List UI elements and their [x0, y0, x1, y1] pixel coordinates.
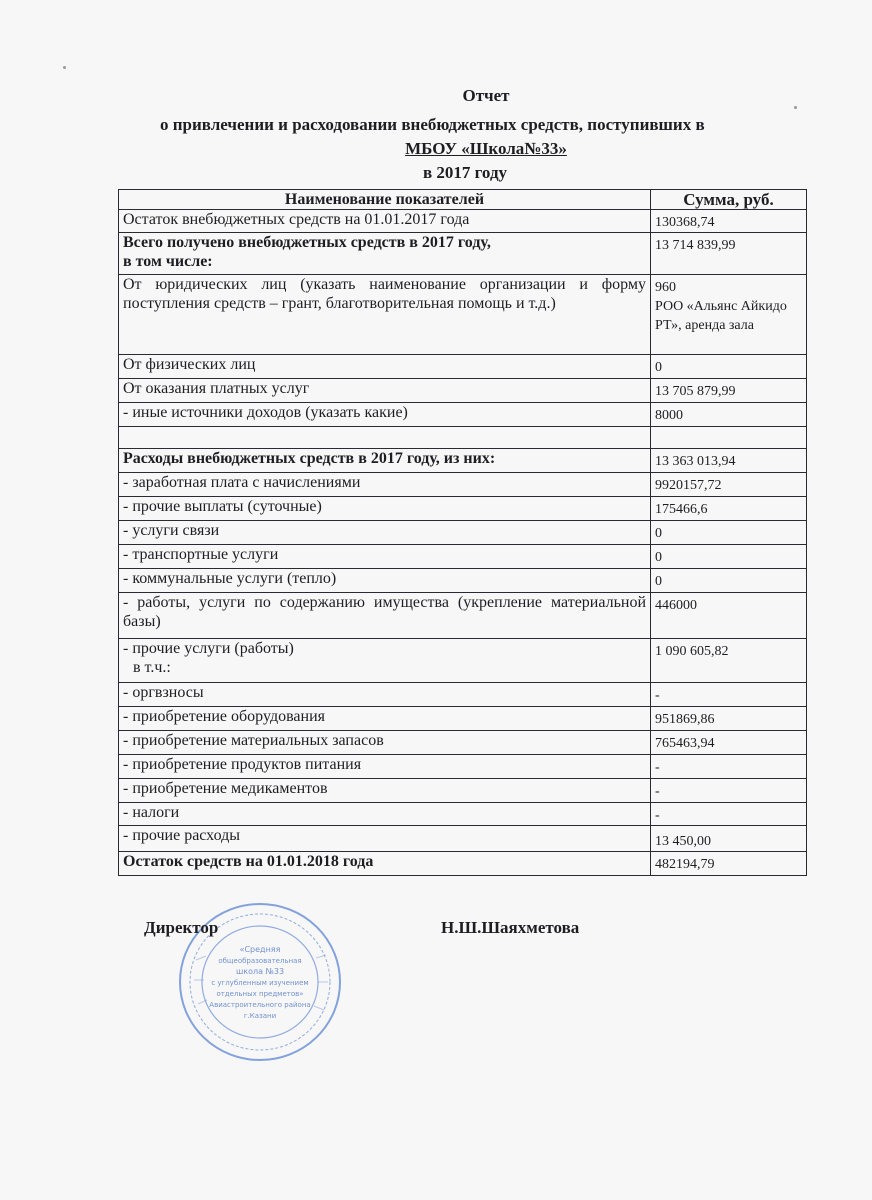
- table-row: [119, 779, 807, 803]
- row-value: 0: [651, 569, 807, 593]
- report-title: Отчет: [462, 86, 510, 105]
- row-label: - иные источники доходов (указать какие): [119, 403, 651, 427]
- row-value: 9920157,72: [651, 473, 807, 497]
- row-label: Расходы внебюджетных средств в 2017 году, из них:: [119, 449, 651, 473]
- seal-text-line: «Средняя: [239, 945, 281, 954]
- row-value: -: [651, 683, 807, 707]
- table-row: [119, 449, 807, 473]
- row-label: - транспортные услуги: [119, 545, 651, 569]
- row-label: От физических лиц: [119, 355, 651, 379]
- seal-text-line: общеобразовательная: [218, 957, 302, 965]
- row-value: 482194,79: [651, 852, 807, 876]
- row-label: - прочие расходы: [119, 826, 651, 852]
- row-value: 765463,94: [651, 731, 807, 755]
- table-row: [119, 593, 807, 639]
- table-row: [119, 473, 807, 497]
- row-value: 0: [651, 355, 807, 379]
- row-value: -: [651, 779, 807, 803]
- seal-text-line: отдельных предметов»: [216, 990, 304, 998]
- table-row: [119, 707, 807, 731]
- signatory-role: Директор: [144, 918, 219, 937]
- signatory-name: Н.Ш.Шаяхметова: [441, 918, 580, 937]
- table-row: [119, 233, 807, 275]
- table-row: [119, 521, 807, 545]
- row-value: 175466,6: [651, 497, 807, 521]
- column-header-name: Наименование показателей: [119, 190, 651, 210]
- seal-text-line: Авиастроительного района: [209, 1001, 311, 1009]
- row-label: - коммунальные услуги (тепло): [119, 569, 651, 593]
- table-row: [119, 803, 807, 826]
- report-subtitle: о привлечении и расходовании внебюджетных средств, поступивших в: [160, 115, 705, 134]
- row-value: 0: [651, 521, 807, 545]
- seal-text-line: школа №33: [235, 967, 285, 976]
- table-row: [119, 210, 807, 233]
- table-row: [119, 403, 807, 427]
- row-value: 1 090 605,82: [651, 639, 807, 683]
- table-row-empty: [119, 427, 807, 449]
- row-label: - приобретение оборудования: [119, 707, 651, 731]
- row-label: - приобретение продуктов питания: [119, 755, 651, 779]
- table-row: [119, 731, 807, 755]
- row-value: 13 363 013,94: [651, 449, 807, 473]
- row-label: - налоги: [119, 803, 651, 826]
- table-row: [119, 639, 807, 683]
- row-value: 446000: [651, 593, 807, 639]
- table-row: [119, 379, 807, 403]
- row-label: Остаток внебюджетных средств на 01.01.2017 года: [119, 210, 651, 233]
- column-header-sum: Сумма, руб.: [651, 190, 807, 210]
- row-label: - прочие услуги (работы) в т.ч.:: [119, 639, 651, 683]
- table-row: [119, 355, 807, 379]
- table-row: [119, 826, 807, 852]
- row-label: Всего получено внебюджетных средств в 2017 году, в том числе:: [119, 233, 651, 275]
- report-year: в 2017 году: [422, 163, 508, 182]
- row-value: 13 450,00: [651, 826, 807, 852]
- row-value: 951869,86: [651, 707, 807, 731]
- table-row: [119, 569, 807, 593]
- scan-speck: [63, 66, 66, 69]
- row-value: 0: [651, 545, 807, 569]
- row-label: Остаток средств на 01.01.2018 года: [119, 852, 651, 876]
- table-header-row: [119, 190, 807, 210]
- row-value: 130368,74: [651, 210, 807, 233]
- row-label: - оргвзносы: [119, 683, 651, 707]
- row-value: 13 705 879,99: [651, 379, 807, 403]
- row-label: - прочие выплаты (суточные): [119, 497, 651, 521]
- seal-text-line: г.Казани: [243, 1012, 277, 1020]
- row-value: -: [651, 755, 807, 779]
- table-row: [119, 497, 807, 521]
- row-value: 960 РОО «Альянс Айкидо РТ», аренда зала: [651, 275, 807, 355]
- row-label: - заработная плата с начислениями: [119, 473, 651, 497]
- row-label: От юридических лиц (указать наименование организации и форму поступления средств – грант, благотворительная помощь и т.д.): [119, 275, 651, 355]
- report-organization: МБОУ «Школа№33»: [405, 139, 567, 158]
- row-label: - приобретение материальных запасов: [119, 731, 651, 755]
- row-value: [651, 427, 807, 449]
- row-value: -: [651, 803, 807, 826]
- row-label: - услуги связи: [119, 521, 651, 545]
- seal-text-line: с углубленным изучением: [211, 979, 309, 987]
- scan-speck: [794, 106, 797, 109]
- row-label: От оказания платных услуг: [119, 379, 651, 403]
- table-row: [119, 545, 807, 569]
- row-value: 8000: [651, 403, 807, 427]
- table-row: [119, 275, 807, 355]
- row-label: - работы, услуги по содержанию имущества (укрепление материальной базы): [119, 593, 651, 639]
- row-label: [119, 427, 651, 449]
- row-label: - приобретение медикаментов: [119, 779, 651, 803]
- table-row: [119, 755, 807, 779]
- table-row-total: [119, 852, 807, 876]
- row-value: 13 714 839,99: [651, 233, 807, 275]
- report-table: [118, 189, 807, 876]
- table-row: [119, 683, 807, 707]
